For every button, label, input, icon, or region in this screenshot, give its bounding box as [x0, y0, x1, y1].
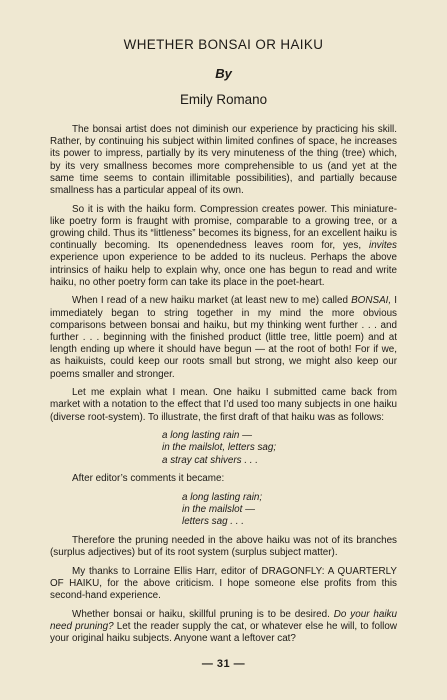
haiku-line: in the mailslot —: [182, 504, 255, 516]
paragraph-6: Therefore the pruning needed in the above haiku was not of its branches (surplus adjectives) but of its root system (surplus subject matter).: [50, 534, 397, 559]
paragraph-8: [50, 609, 397, 646]
paragraph-2: [50, 204, 397, 289]
paragraph-3: [50, 295, 397, 380]
haiku-line: letters sag . . .: [182, 516, 245, 528]
paragraph-3-emphasis: BONSAI,: [351, 295, 392, 307]
haiku-line: in the mailslot, letters sag;: [162, 442, 277, 454]
paragraph-4: Let me explain what I mean. One haiku I submitted came back from market with a notation to the effect that I’d used too many subjects in one haiku (diverse root-system). To illustrate, the first draft of that haiku was as follows:: [50, 387, 397, 423]
byline-label: By: [215, 66, 232, 81]
haiku-line: a long lasting rain;: [182, 491, 263, 503]
haiku-line: a long lasting rain —: [162, 430, 253, 442]
paragraph-8-emphasis: Do your haiku need pruning?: [50, 608, 397, 632]
paragraph-8-text-a: Whether bonsai or haiku, skillful pruning is to be desired.: [72, 608, 334, 620]
paragraph-2-emphasis: invites: [369, 240, 397, 252]
author-name: Emily Romano: [179, 92, 268, 107]
haiku-revised: [50, 492, 397, 529]
article-title: WHETHER BONSAI OR HAIKU: [123, 37, 324, 52]
article-body: [50, 124, 397, 652]
page-number: — 31 —: [201, 658, 246, 670]
paragraph-5: After editor’s comments it became:: [72, 473, 225, 485]
paragraph-3-text-a: When I read of a new haiku market (at least new to me) called: [72, 295, 352, 307]
paragraph-3-text-b: I immediately began to string together in my mind the more obvious comparisons between bonsai and haiku, but my thinking went further . . . and further . . . beginning with the finished product (little tree, little poem) and at length ending up where it should have begun — at the root of both! For if we, as haikuists, could keep our roots small but strong, we might also keep our poems smaller and stronger.: [50, 295, 397, 380]
paragraph-1: The bonsai artist does not diminish our experience by practicing his skill. Rather, by continuing his subject within limited confines of space, he increases its power to impress, partially by its very minuteness of the thing (tree) which, by its very smallness becomes more comprehensible to us (and yet at the same time seems to contain illimitable possibilities), and partially because smallness has a particular appeal of its own.: [50, 124, 397, 197]
paragraph-7: My thanks to Lorraine Ellis Harr, editor of DRAGONFLY: A QUARTERLY OF HAIKU, for the above criticism. I hope someone else profits from this second-hand experience.: [50, 565, 397, 602]
haiku-first-draft: [50, 430, 397, 467]
paragraph-2-text-a: So it is with the haiku form. Compression creates power. This miniature-like poetry form is fraught with promise, comparable to a growing tree, or a growing child. Thus its “littleness” becomes its bigness, for an excellent haiku is continually becoming. Its openendedness leaves room for, yes,: [50, 203, 397, 252]
haiku-line: a stray cat shivers . . .: [162, 454, 259, 466]
paragraph-8-text-b: Let the reader supply the cat, or whatever else he will, to follow your original haiku subjects. Anyone want a leftover cat?: [50, 620, 397, 645]
paragraph-2-text-b: experience upon experience to be added to its nucleus. Perhaps the above intrinsics of haiku help to explain why, once one has begun to read and write haiku, no other poetry form can take its place in the poet-heart.: [50, 252, 397, 288]
